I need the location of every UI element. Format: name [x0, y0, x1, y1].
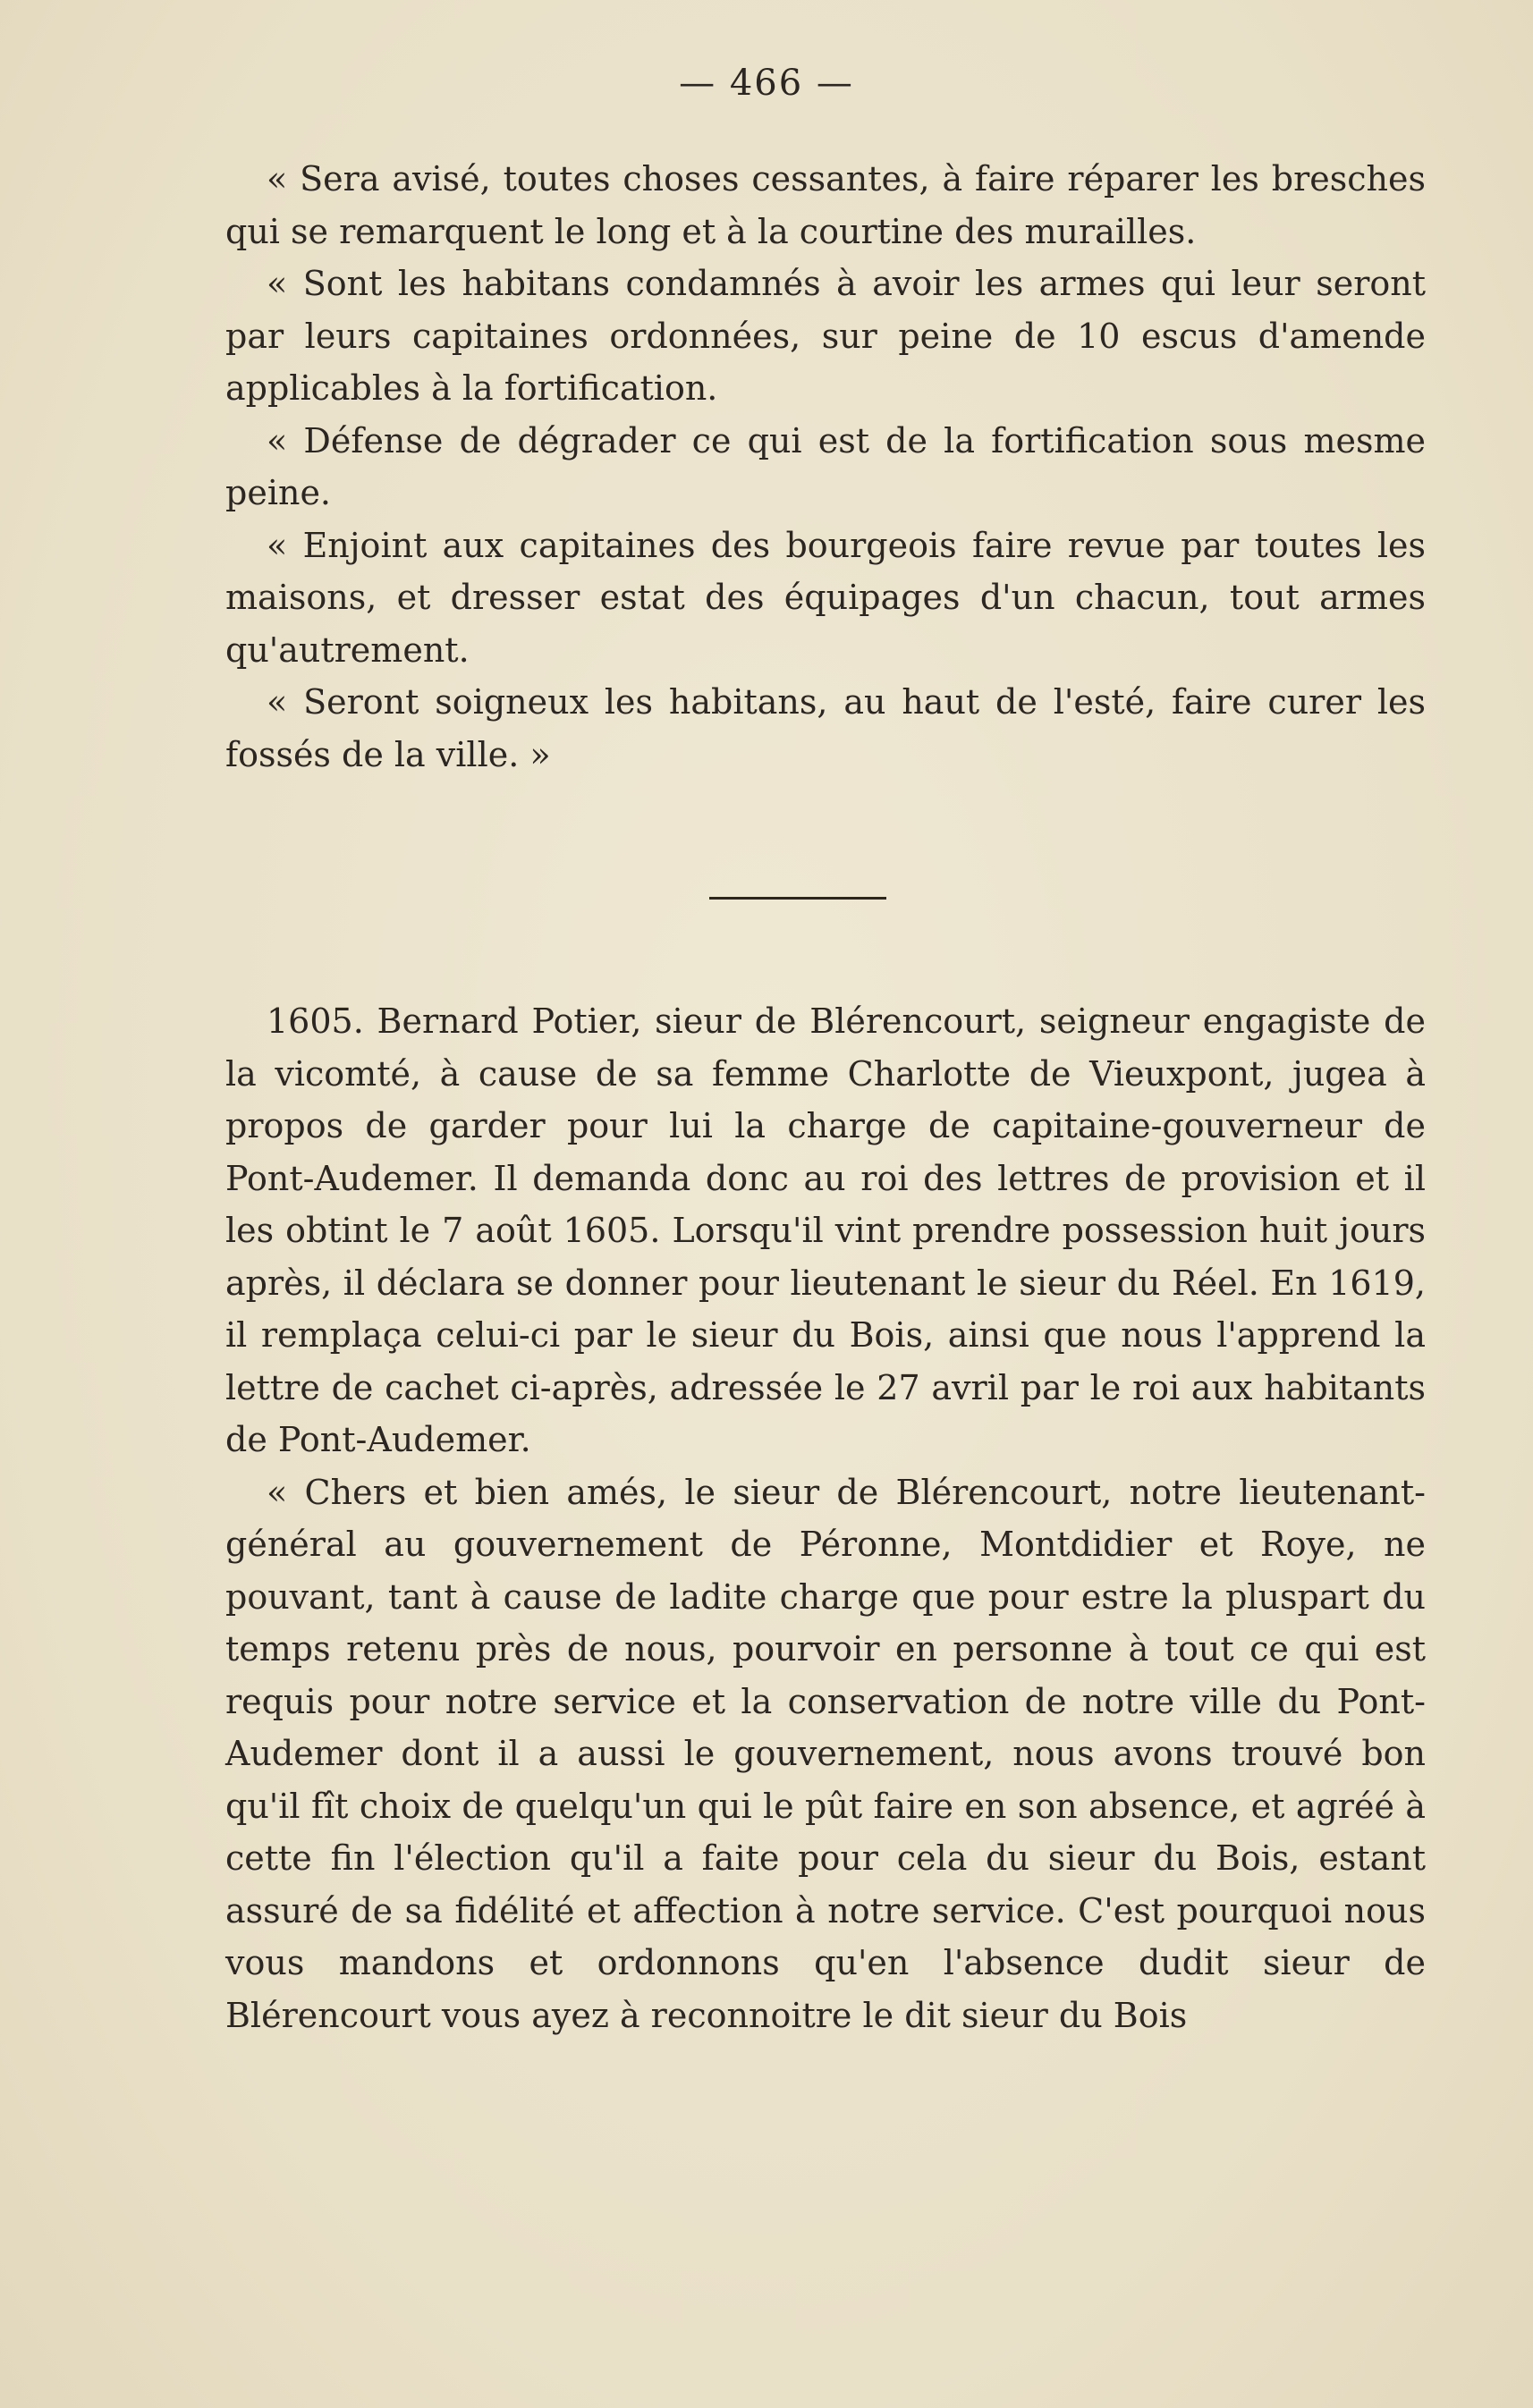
history-section	[225, 995, 1426, 2041]
paragraph: 1605. Bernard Potier, sieur de Blérencourt, seigneur engagiste de la vicomté, à cause de sa femme Charlotte de Vieuxpont, jugea à propos de garder pour lui la charge de capitaine-gouverneur de Pont-Audemer. Il demanda donc au roi des lettres de provision et il les obtint le 7 août 1605. Lorsqu'il vint prendre possession huit jours après, il déclara se donner pour lieutenant le sieur du Réel. En 1619, il remplaça celui-ci par le sieur du Bois, ainsi que nous l'apprend la lettre de cachet ci-après, adressée le 27 avril par le roi aux habitants de Pont-Audemer.	[225, 1001, 1426, 1459]
paragraph: « Seront soigneux les habitans, au haut de l'esté, faire curer les fossés de la ville. »	[225, 682, 1426, 774]
paragraph: « Enjoint aux capitaines des bourgeois faire revue par toutes les maisons, et dresser estat des équipages d'un chacun, tout armes qu'autrement.	[225, 525, 1426, 670]
ordinance-section	[225, 153, 1426, 781]
paragraph: « Chers et bien amés, le sieur de Blérencourt, notre lieutenant-général au gouvernement de Péronne, Montdidier et Roye, ne pouvant, tant à cause de ladite charge que pour estre la pluspart du temps retenu près de nous, pourvoir en personne à tout ce qui est requis pour notre service et la conservation de notre ville du Pont-Audemer dont il a aussi le gouvernement, nous avons trouvé bon qu'il fît choix de quelqu'un qui le pût faire en son absence, et agréé à cette fin l'élection qu'il a faite pour cela du sieur du Bois, estant assuré de sa fidélité et affection à notre service. C'est pourquoi nous vous mandons et ordonnons qu'en l'absence dudit sieur de Blérencourt vous ayez à reconnoitre le dit sieur du Bois	[225, 1472, 1426, 2035]
paragraph: « Sont les habitans condamnés à avoir les armes qui leur seront par leurs capitaines ordonnées, sur peine de 10 escus d'amende applicables à la fortification.	[225, 264, 1426, 408]
paragraph: « Sera avisé, toutes choses cessantes, à faire réparer les bresches qui se remarquent le long et à la courtine des murailles.	[225, 159, 1426, 251]
section-divider	[709, 897, 886, 900]
paragraph: « Défense de dégrader ce qui est de la fortification sous mesme peine.	[225, 420, 1426, 512]
page-number: — 466 —	[679, 63, 854, 104]
